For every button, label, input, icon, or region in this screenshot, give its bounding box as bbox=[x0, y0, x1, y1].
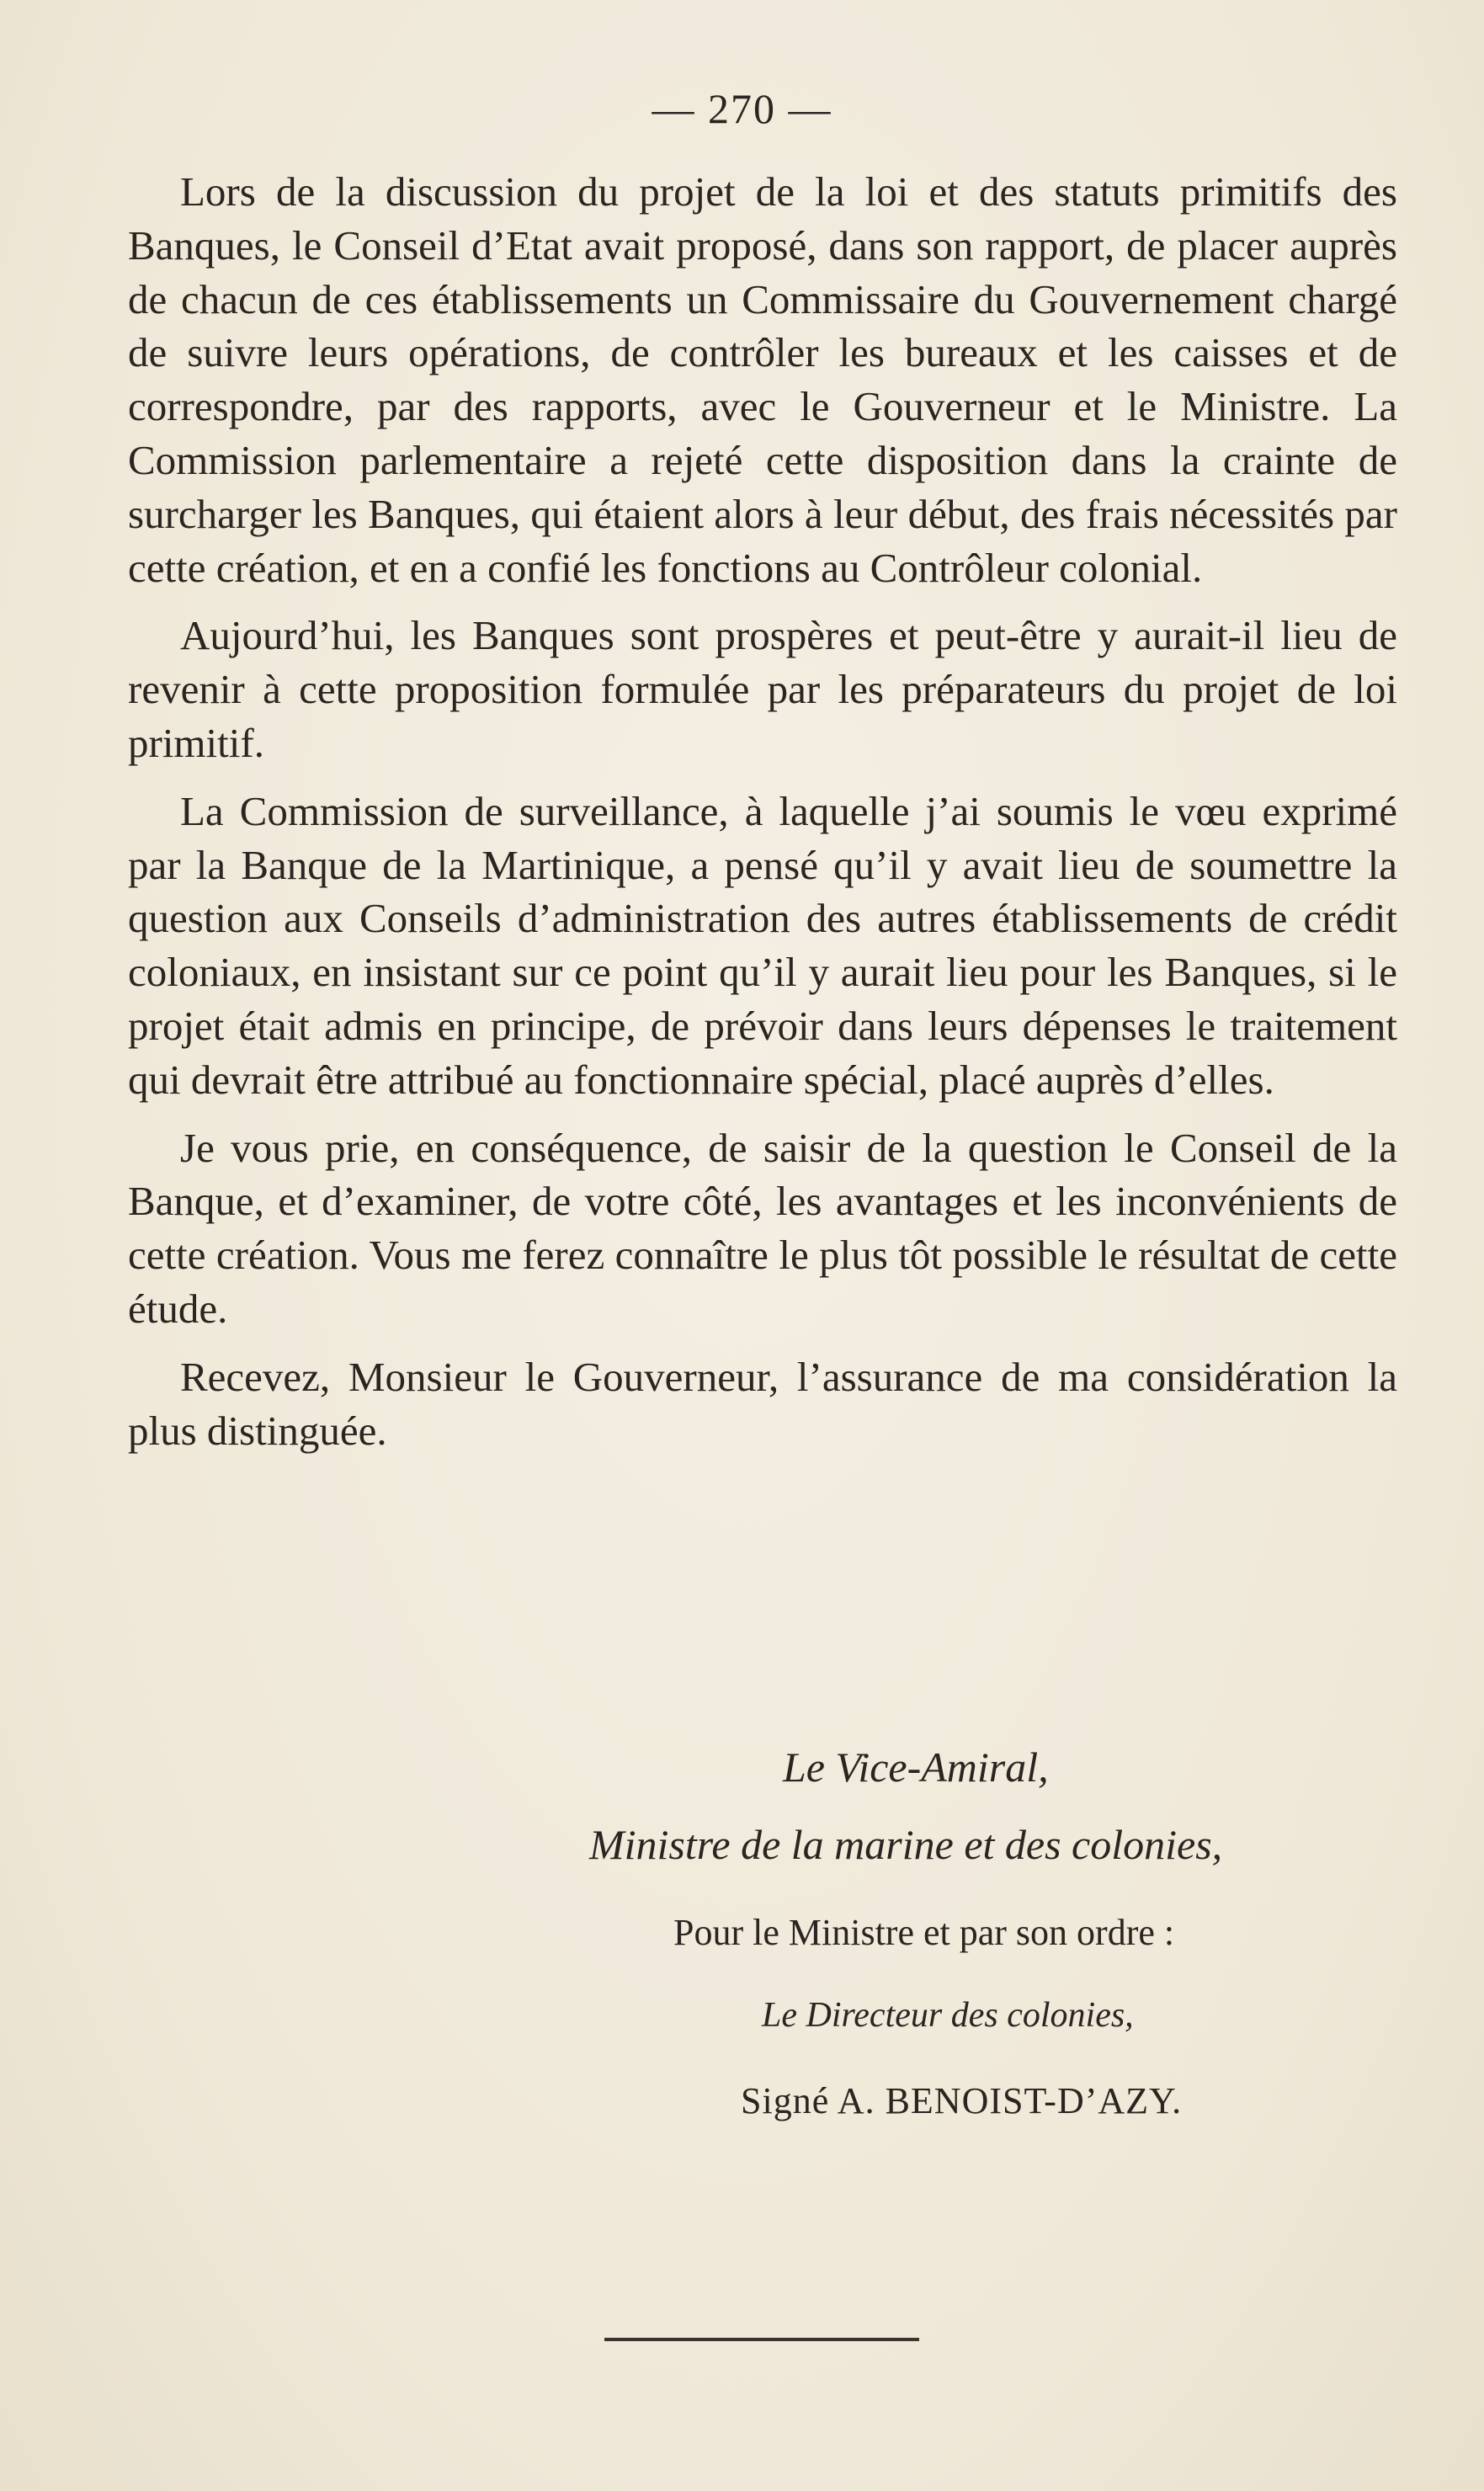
page-number: — 270 — bbox=[652, 85, 832, 132]
director-title: Le Directeur des colonies, bbox=[762, 1996, 1134, 2035]
closing-paragraph: Recevez, Monsieur le Gouverneur, l’assurance de ma considération la plus distinguée. bbox=[128, 1353, 1397, 1454]
paragraph-4: Je vous prie, en conséquence, de saisir de la question le Conseil de la Banque, et d’examiner, de votre côté, les avantages et les inconvénients de cette création. Vous me ferez connaître le plus tôt possible le résultat de cette étude. bbox=[128, 1124, 1397, 1332]
signed-name: Signé A. BENOIST-D’AZY. bbox=[741, 2080, 1183, 2121]
signatory-ministry: Ministre de la marine et des colonies, bbox=[589, 1821, 1223, 1868]
closing-rule bbox=[604, 2338, 919, 2341]
signatory-title: Le Vice-Amiral, bbox=[783, 1743, 1049, 1791]
paragraph-3: La Commission de surveillance, à laquelle j’ai soumis le vœu exprimé par la Banque de la Martinique, a pensé qu’il y avait lieu de soumettre la question aux Conseils d’administration des autres établissements de crédit coloniaux, en insistant sur ce point qu’il y aurait lieu pour les Banques, si le projet était admis en principe, de prévoir dans leurs dépenses le traitement qui devrait être attribué au fonctionnaire spécial, placé auprès d’elles. bbox=[128, 787, 1397, 1103]
paragraph-2: Aujourd’hui, les Banques sont prospères et peut-être y aurait-il lieu de revenir à cette proposition formulée par les préparateurs du projet de loi primitif. bbox=[128, 612, 1397, 766]
letter-body bbox=[128, 165, 1397, 1472]
delegation-line: Pour le Ministre et par son ordre : bbox=[673, 1912, 1175, 1953]
paragraph-1: Lors de la discussion du projet de la loi et des statuts primitifs des Banques, le Conseil d’Etat avait proposé, dans son rapport, de placer auprès de chacun de ces établissements un Commissaire du Gouvernement chargé de suivre leurs opérations, de contrôler les bureaux et les caisses et de correspondre, par des rapports, avec le Gouverneur et le Ministre. La Commission parlementaire a rejeté cette disposition dans la crainte de surcharger les Banques, qui étaient alors à leur début, des frais nécessités par cette création, et en a confié les fonctions au Contrôleur colonial. bbox=[128, 168, 1397, 591]
